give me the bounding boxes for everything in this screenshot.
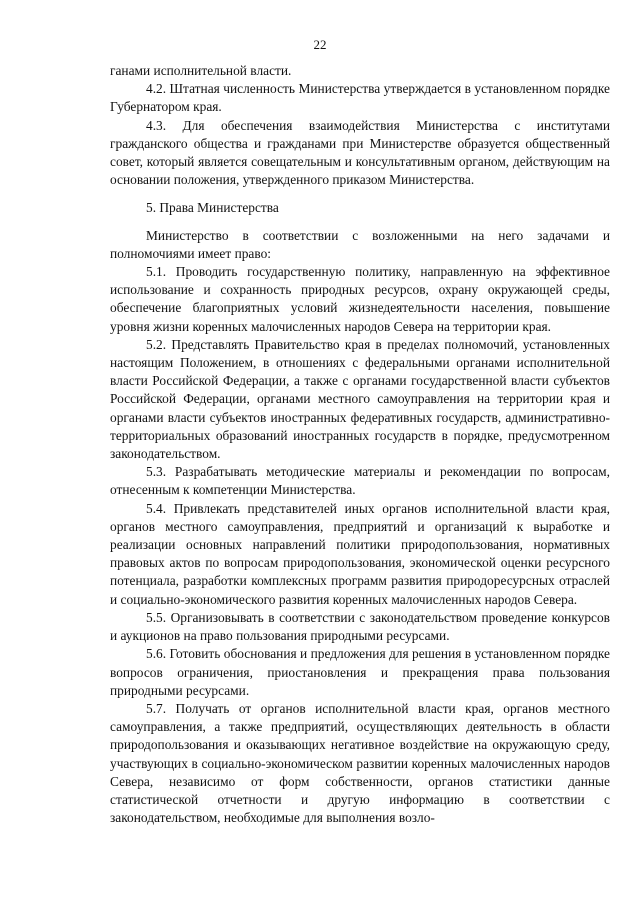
section-heading: 5. Права Министерства	[146, 200, 279, 216]
paragraph-continuation: ганами исполнительной власти.	[110, 63, 292, 78]
paragraph-5-5: 5.5. Организовывать в соответствии с законодательством проведение конкурсов и аукционов на право пользования природными ресурсами.	[110, 609, 610, 644]
paragraph-4-2: 4.2. Штатная численность Министерства утверждается в установленном порядке Губернатором края.	[110, 81, 610, 115]
paragraph-intro: Министерство в соответствии с возложенными на него задачами и полномочиями имеет право:	[110, 227, 610, 261]
paragraph-5-4: 5.4. Привлекать представителей иных органов исполнительной власти края, органов местного самоуправления, предприятий и организаций к выработке и реализации основных направлений политики природопользования, нормативных правовых актов по вопросам природопользования, экономической оценки ресурсного потенциала, разработки комплексных программ развития природоресурсных отраслей и социально-экономического развития коренных малочисленных народов Севера.	[110, 500, 610, 607]
paragraph-5-3: 5.3. Разрабатывать методические материалы и рекомендации по вопросам, отнесенным к компетенции Министерства.	[110, 464, 610, 498]
paragraph-5-6: 5.6. Готовить обоснования и предложения для решения в установленном порядке вопросов ограничения, приостановления и прекращения права пользования природными ресурсами.	[110, 646, 610, 698]
page-number: 22	[313, 37, 327, 52]
paragraph-5-1: 5.1. Проводить государственную политику, направленную на эффективное использование и сохранность природных ресурсов, охрану окружающей среды, обеспечение благоприятных условий жизнедеятельности населения, повышение уровня жизни коренных малочисленных народов Севера на территории края.	[110, 264, 610, 334]
paragraph-5-7: 5.7. Получать от органов исполнительной власти края, органов местного самоуправления, а также предприятий, осуществляющих деятельность в области природопользования и оказывающих негативное воздействие на окружающую среду, участвующих в социально-экономическом развитии коренных малочисленных народов Севера, независимо от форм собственности, органов статистики данные статистической отчетности и другую информацию в соответствии с законодательством, необходимые для выполнения возло-	[110, 700, 610, 826]
paragraph-5-2: 5.2. Представлять Правительство края в пределах полномочий, установленных настоящим Положением, в отношениях с федеральными органами исполнительной власти Российской Федерации, а также с органами государственной власти субъектов Российской Федерации, органами местного самоуправления на территории края и органами власти субъектов иностранных федеративных государств, административно-территориальных образований иностранных государств в порядке, предусмотренном законодательством.	[110, 336, 610, 462]
document-body	[110, 62, 610, 827]
paragraph-4-3: 4.3. Для обеспечения взаимодействия Министерства с институтами гражданского общества и гражданами при Министерстве образуется общественный совет, который является совещательным и консультативным органом, действующим на основании положения, утвержденного приказом Министерства.	[110, 117, 610, 188]
